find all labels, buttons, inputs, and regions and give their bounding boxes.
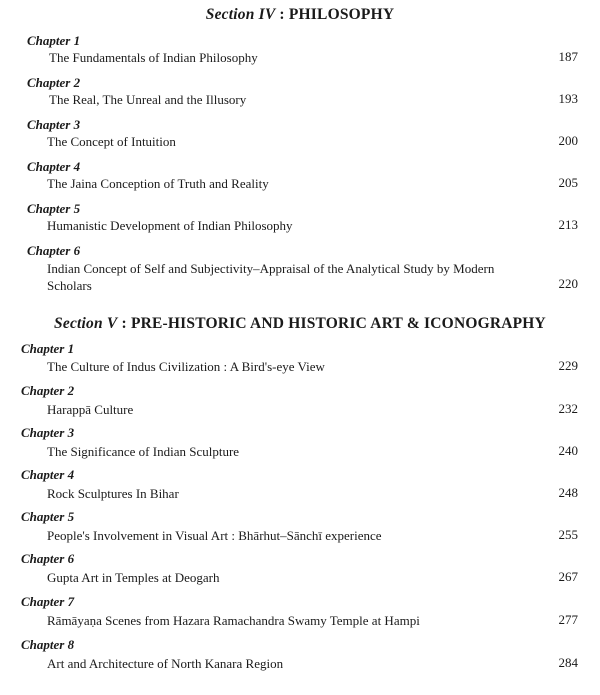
chapter-label: Chapter 3 [21, 425, 75, 440]
page-number: 255 [558, 527, 578, 542]
chapter-label: Chapter 2 [27, 75, 81, 90]
chapter-title: The Concept of Intuition [47, 134, 176, 149]
section-4-title: PHILOSOPHY [288, 6, 395, 23]
page-number: 187 [558, 49, 578, 64]
chapter-title: Rock Sculptures In Bihar [47, 486, 179, 501]
chapter-title: The Fundamentals of Indian Philosophy [49, 50, 258, 65]
section-4-heading [0, 6, 600, 24]
chapter-label: Chapter 8 [21, 637, 75, 652]
chapter-title: Harappā Culture [47, 402, 134, 417]
chapter-title: Gupta Art in Temples at Deogarh [47, 570, 220, 585]
chapter-title: Art and Architecture of North Kanara Region [47, 656, 284, 671]
chapter-title: Humanistic Development of Indian Philosophy [47, 218, 293, 233]
chapter-label: Chapter 4 [27, 159, 81, 174]
chapter-title: The Jaina Conception of Truth and Reality [47, 176, 269, 191]
page-number: 200 [558, 133, 578, 148]
section-4-label: Section IV [205, 6, 276, 23]
page-number: 220 [558, 276, 578, 291]
chapter-label: Chapter 5 [21, 509, 75, 524]
page-number: 213 [558, 217, 578, 232]
section-5-heading [0, 315, 600, 333]
chapter-label: Chapter 4 [21, 467, 75, 482]
page-number: 205 [558, 175, 578, 190]
chapter-label: Chapter 6 [21, 551, 75, 566]
chapter-title: Rāmāyaṇa Scenes from Hazara Ramachandra Swamy Temple at Hampi [47, 613, 420, 628]
section-5-colon: : [117, 315, 131, 332]
chapter-label: Chapter 5 [27, 201, 81, 216]
page-number: 193 [558, 91, 578, 106]
chapter-label: Chapter 3 [27, 117, 81, 132]
page-number: 232 [558, 401, 578, 416]
chapter-title: People's Involvement in Visual Art : Bhārhut–Sānchī experience [47, 528, 382, 543]
chapter-title: The Real, The Unreal and the Illusory [49, 92, 247, 107]
chapter-label: Chapter 7 [21, 594, 75, 609]
section-5-label: Section V [54, 315, 118, 332]
page-number: 267 [558, 569, 578, 584]
section-4-colon: : [275, 6, 289, 23]
page-number: 229 [558, 358, 578, 373]
page-number: 284 [558, 655, 578, 670]
chapter-title: Indian Concept of Self and Subjectivity–Appraisal of the Analytical Study by Modern Scholars [47, 261, 495, 293]
chapter-title: The Significance of Indian Sculpture [47, 444, 240, 459]
chapter-label: Chapter 1 [21, 341, 75, 356]
section-5-title: PRE-HISTORIC AND HISTORIC ART & ICONOGRAPHY [130, 315, 546, 332]
page-number: 240 [558, 443, 578, 458]
chapter-label: Chapter 2 [21, 383, 75, 398]
page-number: 277 [558, 612, 578, 627]
page-number: 248 [558, 485, 578, 500]
chapter-label: Chapter 1 [27, 33, 81, 48]
chapter-label: Chapter 6 [27, 243, 81, 258]
chapter-title: The Culture of Indus Civilization : A Bird's-eye View [47, 359, 325, 374]
